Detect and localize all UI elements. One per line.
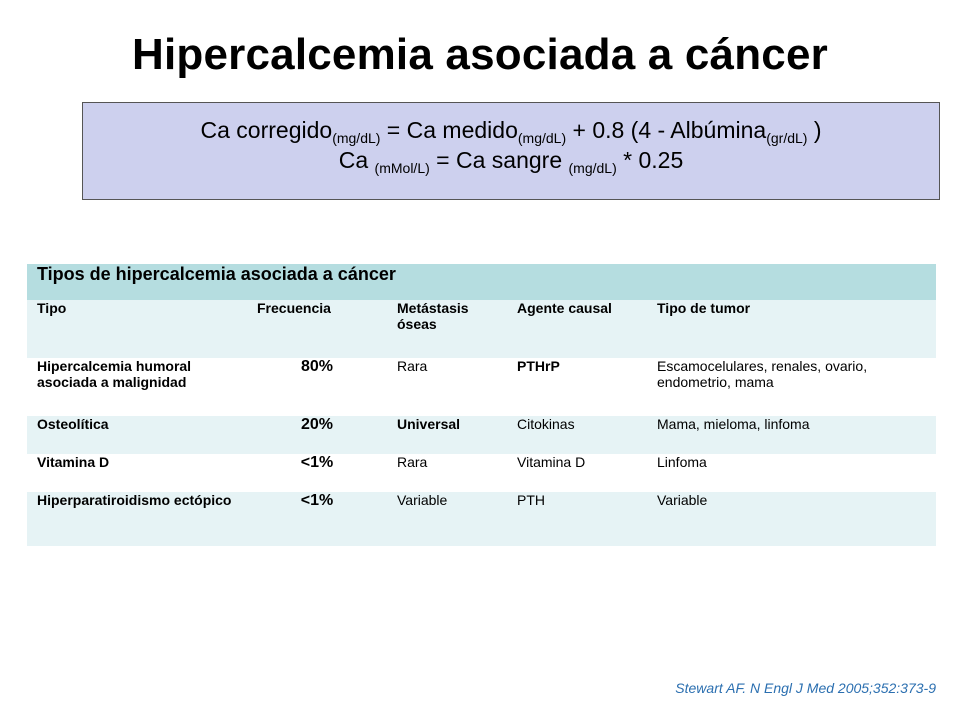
cell-agente: Vitamina D	[507, 454, 647, 492]
header-metastasis: Metástasis óseas	[387, 300, 507, 358]
cell-tumor: Mama, mieloma, linfoma	[647, 416, 936, 454]
cell-agente: PTHrP	[507, 358, 647, 416]
table-row	[27, 454, 936, 492]
reference-citation: Stewart AF. N Engl J Med 2005;352:373-9	[675, 680, 936, 696]
formula-box	[82, 102, 940, 200]
formula-unit: (mg/dL)	[332, 130, 381, 146]
cell-tipo: Hipercalcemia humoral asociada a malignidad	[27, 358, 247, 416]
formula-unit: (gr/dL)	[766, 130, 808, 146]
cell-metastasis: Variable	[387, 492, 507, 546]
formula-unit: (mg/dL)	[517, 130, 567, 146]
cell-tipo: Vitamina D	[27, 454, 247, 492]
cell-metastasis: Rara	[387, 454, 507, 492]
header-frecuencia: Frecuencia	[247, 300, 387, 358]
header-tipo: Tipo	[27, 300, 247, 358]
cell-tumor: Escamocelulares, renales, ovario, endometrio, mama	[647, 358, 936, 416]
cell-agente: PTH	[507, 492, 647, 546]
formula-mmol-conversion	[83, 145, 939, 175]
header-agente: Agente causal	[507, 300, 647, 358]
formula-unit: (mMol/L)	[374, 160, 430, 176]
slide-title: Hipercalcemia asociada a cáncer	[132, 30, 828, 79]
table-caption: Tipos de hipercalcemia asociada a cáncer	[27, 264, 936, 300]
table-row	[27, 492, 936, 546]
table-caption-row	[27, 264, 936, 300]
cell-agente: Citokinas	[507, 416, 647, 454]
cell-frecuencia: 20%	[247, 416, 387, 454]
cell-frecuencia: <1%	[247, 454, 387, 492]
cell-metastasis: Rara	[387, 358, 507, 416]
table-row	[27, 416, 936, 454]
formula-text: )	[807, 117, 822, 143]
formula-corrected-calcium	[83, 115, 939, 145]
table-row	[27, 358, 936, 416]
table-header-row	[27, 300, 936, 358]
formula-unit: (mg/dL)	[568, 160, 617, 176]
cell-tipo: Osteolítica	[27, 416, 247, 454]
cell-tumor: Variable	[647, 492, 936, 546]
hypercalcemia-types-table	[27, 264, 936, 546]
formula-text: Ca corregido	[200, 117, 333, 143]
cell-metastasis: Universal	[387, 416, 507, 454]
header-tumor: Tipo de tumor	[647, 300, 936, 358]
formula-text: * 0.25	[616, 147, 684, 173]
formula-text: = Ca medido	[380, 117, 518, 143]
cell-tumor: Linfoma	[647, 454, 936, 492]
cell-frecuencia: 80%	[247, 358, 387, 416]
formula-text: = Ca sangre	[429, 147, 569, 173]
formula-text: + 0.8 (4 - Albúmina	[566, 117, 767, 143]
cell-frecuencia: <1%	[247, 492, 387, 546]
formula-text: Ca	[338, 147, 375, 173]
cell-tipo: Hiperparatiroidismo ectópico	[27, 492, 247, 546]
